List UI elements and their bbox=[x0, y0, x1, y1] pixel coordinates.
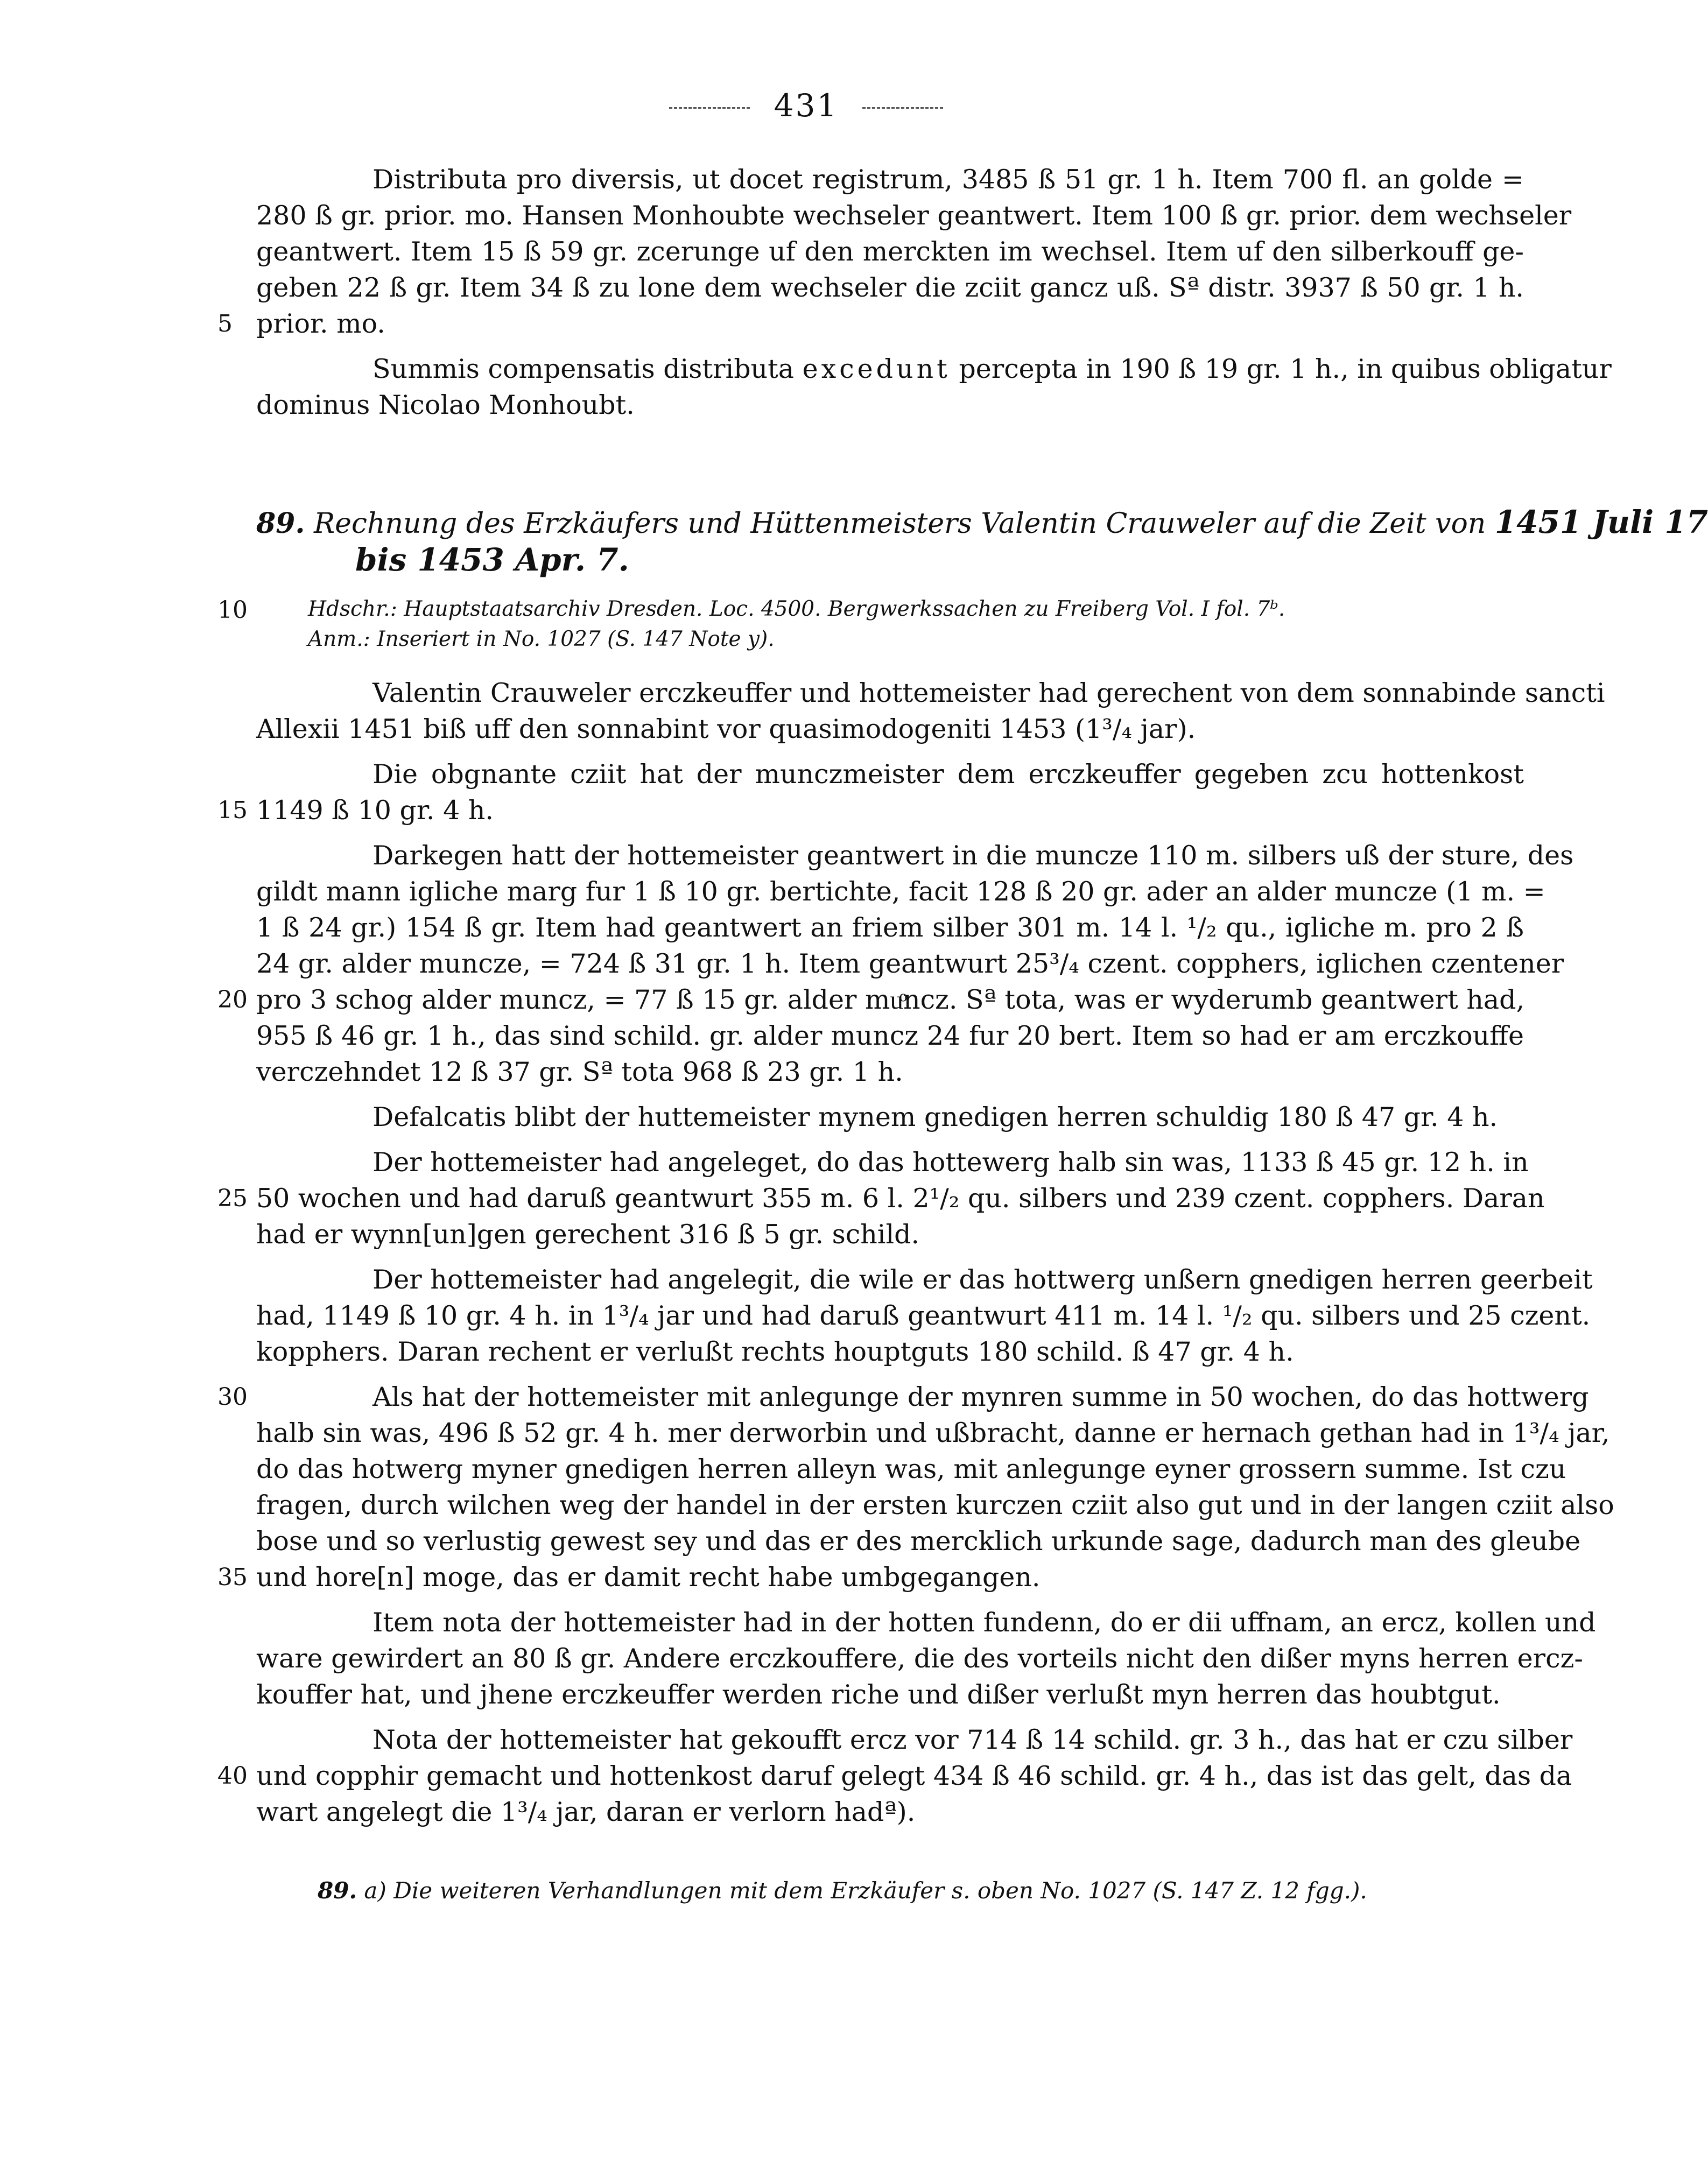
section-date-start: 1451 Juli 17 bbox=[1494, 504, 1708, 540]
text-line: kouffer hat, und jhene erczkeuffer werden riche und dißer verlußt myn herren das houbtgut. bbox=[256, 1679, 1501, 1710]
section-number: 89. bbox=[256, 507, 305, 540]
text-line: 1 ß 24 gr.) 154 ß gr. Item had geantwert an friem silber 301 m. 14 l. ¹/₂ qu., igliche m. pro 2 ß bbox=[256, 912, 1524, 943]
text-line: und hore[n] moge, das er damit recht habe umbgegangen. bbox=[256, 1562, 1041, 1593]
text-line: halb sin was, 496 ß 52 gr. 4 h. mer derworbin und ußbracht, danne er hernach gethan had in 1³/₄ jar, bbox=[256, 1418, 1610, 1448]
annotation-note: Anm.: Inseriert in No. 1027 (S. 147 Note y). bbox=[308, 627, 775, 651]
header-rule-right bbox=[862, 107, 943, 109]
text-line: Valentin Crauweler erczkeuffer und hottemeister had gerechent von dem sonnabinde sancti bbox=[372, 678, 1605, 708]
text-line: wart angelegt die 1³/₄ jar, daran er verlorn hadª). bbox=[256, 1797, 916, 1827]
text-line: had, 1149 ß 10 gr. 4 h. in 1³/₄ jar und had daruß geantwurt 411 m. 14 l. ¹/₂ qu. silbers und 25 czent. bbox=[256, 1300, 1591, 1331]
line-number: 15 bbox=[217, 797, 248, 824]
text-line: verczehndet 12 ß 37 gr. Sª tota 968 ß 23 gr. 1 h. bbox=[256, 1057, 903, 1087]
text-segment: percepta in 190 ß 19 gr. 1 h., in quibus obligatur bbox=[950, 354, 1612, 384]
text-line: 1149 ß 10 gr. 4 h. bbox=[256, 795, 494, 826]
text-line: 280 ß gr. prior. mo. Hansen Monhoubte wechseler geantwert. Item 100 ß gr. prior. dem wechseler bbox=[256, 200, 1572, 231]
text-line: geantwert. Item 15 ß 59 gr. zcerunge uf den merckten im wechsel. Item uf den silberkouff ge- bbox=[256, 236, 1524, 267]
footnote-number: 89. bbox=[318, 1877, 357, 1904]
source-note: Hdschr.: Hauptstaatsarchiv Dresden. Loc. 4500. Bergwerkssachen zu Freiberg Vol. I fol. 7ᵇ. bbox=[308, 597, 1285, 621]
text-line: Der hottemeister had angeleget, do das hottewerg halb sin was, 1133 ß 45 gr. 12 h. in bbox=[372, 1147, 1529, 1178]
text-line: und copphir gemacht und hottenkost daruf gelegt 434 ß 46 schild. gr. 4 h., das ist das gelt, das da bbox=[256, 1761, 1572, 1791]
text-line: Nota der hottemeister hat gekoufft ercz vor 714 ß 14 schild. gr. 3 h., das hat er czu silber bbox=[372, 1724, 1573, 1755]
text-line: geben 22 ß gr. Item 34 ß zu lone dem wechseler die zciit gancz uß. Sª distr. 3937 ß 50 gr. 1 h. bbox=[256, 272, 1524, 303]
spaced-word: excedunt bbox=[802, 354, 951, 384]
text-line: Als hat der hottemeister mit anlegunge der mynren summe in 50 wochen, do das hottwerg bbox=[372, 1382, 1589, 1412]
text-line: Distributa pro diversis, ut docet registrum, 3485 ß 51 gr. 1 h. Item 700 fl. an golde = bbox=[372, 164, 1524, 195]
text-line: had er wynn[un]gen gerechent 316 ß 5 gr. schild. bbox=[256, 1219, 920, 1250]
section-title: Rechnung des Erzkäufers und Hüttenmeisters Valentin Crauweler auf die Zeit von bbox=[314, 508, 1495, 540]
line-number: 25 bbox=[217, 1185, 248, 1212]
text-line: dominus Nicolao Monhoubt. bbox=[256, 390, 635, 420]
text-line: Die obgnante cziit hat der munczmeister dem erczkeuffer gegeben zcu hottenkost bbox=[372, 759, 1524, 790]
line-number: 30 bbox=[217, 1383, 248, 1411]
text-line: Defalcatis blibt der huttemeister mynem gnedigen herren schuldig 180 ß 47 gr. 4 h. bbox=[372, 1102, 1498, 1132]
line-number: 10 bbox=[217, 596, 248, 624]
line-number: 35 bbox=[217, 1564, 248, 1591]
page-number: 431 bbox=[774, 87, 839, 124]
text-line: ware gewirdert an 80 ß gr. Andere erczkouffere, die des vorteils nicht den dißer myns herren ercz- bbox=[256, 1643, 1583, 1674]
text-line: 24 gr. alder muncze, = 724 ß 31 gr. 1 h. Item geantwurt 25³/₄ czent. copphers, iglichen czentener bbox=[256, 948, 1564, 979]
text-line: fragen, durch wilchen weg der handel in der ersten kurczen cziit also gut und in der langen cziit also bbox=[256, 1490, 1614, 1521]
text-line: Darkegen hatt der hottemeister geantwert in die muncze 110 m. silbers uß der sture, des bbox=[372, 840, 1574, 871]
section-heading bbox=[256, 503, 1708, 543]
footnote-text: a) Die weiteren Verhandlungen mit dem Erzkäufer s. oben No. 1027 (S. 147 Z. 12 fgg.). bbox=[357, 1877, 1367, 1904]
line-number: 40 bbox=[217, 1762, 248, 1790]
section-date-end: bis 1453 Apr. 7. bbox=[355, 541, 629, 578]
text-line: 50 wochen und had daruß geantwurt 355 m. 6 l. 2¹/₂ qu. silbers und 239 czent. copphers. Daran bbox=[256, 1183, 1545, 1214]
text-line: gildt mann igliche marg fur 1 ß 10 gr. bertichte, facit 128 ß 20 gr. ader an alder muncze (1 m. = bbox=[256, 876, 1545, 907]
footnote bbox=[318, 1877, 1367, 1904]
line-number: 20 bbox=[217, 986, 248, 1013]
text-line bbox=[372, 351, 1612, 387]
text-line: Allexii 1451 biß uff den sonnabint vor quasimodogeniti 1453 (1³/₄ jar). bbox=[256, 714, 1196, 744]
text-line: prior. mo. bbox=[256, 308, 385, 339]
text-line: pro 3 schog alder muncz, = 77 ß 15 gr. alder muͦncz. Sª tota, was er wyderumb geantwert had, bbox=[256, 984, 1525, 1015]
text-line: 955 ß 46 gr. 1 h., das sind schild. gr. alder muncz 24 fur 20 bert. Item so had er am erczkouffe bbox=[256, 1020, 1524, 1051]
header-rule-left bbox=[669, 107, 750, 109]
section-heading-cont bbox=[355, 541, 1623, 580]
text-line: do das hotwerg myner gnedigen herren alleyn was, mit anlegunge eyner grossern summe. Ist czu bbox=[256, 1454, 1566, 1484]
text-line: bose und so verlustig gewest sey und das er des mercklich urkunde sage, dadurch man des gleube bbox=[256, 1526, 1581, 1557]
text-segment: Summis compensatis distributa bbox=[372, 354, 803, 384]
text-line: Der hottemeister had angelegit, die wile er das hottwerg unßern gnedigen herren geerbeit bbox=[372, 1264, 1593, 1295]
line-number: 5 bbox=[217, 310, 233, 337]
text-line: Item nota der hottemeister had in der hotten fundenn, do er dii uffnam, an ercz, kollen und bbox=[372, 1607, 1596, 1638]
page-header bbox=[0, 87, 1612, 124]
text-line: kopphers. Daran rechent er verlußt rechts houptguts 180 schild. ß 47 gr. 4 h. bbox=[256, 1336, 1294, 1367]
